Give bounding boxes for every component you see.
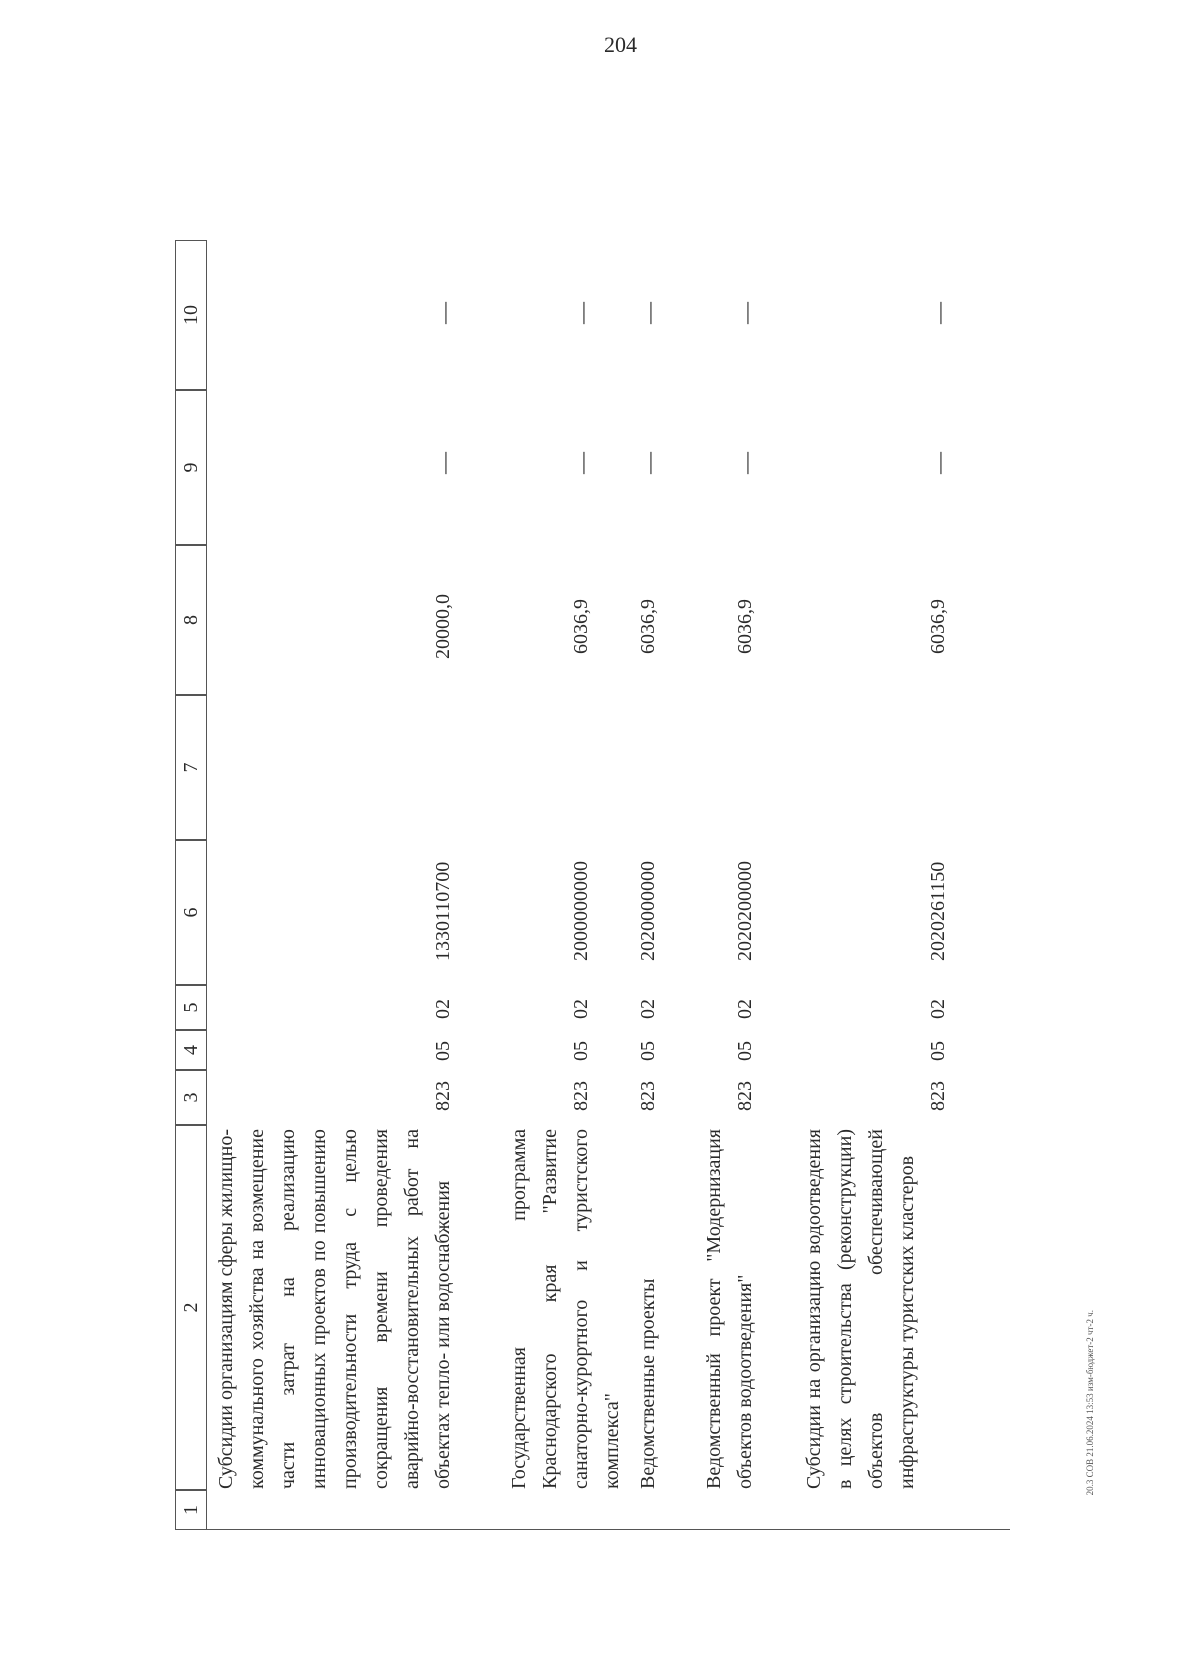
cell-c6: 1330110700 [432, 861, 454, 961]
cell-c6: 2020261150 [927, 861, 949, 961]
cell-c6: 2000000000 [570, 861, 592, 961]
table-body [207, 89, 1010, 1530]
row-name: Субсидии на организацию водоотведения в целях строительства (реконструкции) объектов обеспечивающей инфраструктуры туристских кластеров [803, 1129, 918, 1489]
cell-c9: — [733, 452, 758, 474]
cell-c5: 02 [570, 999, 592, 1019]
row-name: Государственная программа Краснодарского края "Развитие санаторно-курортного и туристского комплекса" [508, 1129, 623, 1489]
header-col-5: 5 [175, 985, 207, 1030]
header-col-10: 10 [175, 240, 207, 390]
cell-c3: 823 [734, 1081, 756, 1111]
page-number: 204 [604, 32, 637, 57]
cell-c8: 6036,9 [927, 599, 949, 654]
cell-c3: 823 [570, 1081, 592, 1111]
cell-c3: 823 [927, 1081, 949, 1111]
cell-c4: 05 [734, 1041, 756, 1061]
header-col-2: 2 [175, 1125, 207, 1490]
cell-c6: 2020000000 [637, 861, 659, 961]
cell-c4: 05 [570, 1041, 592, 1061]
cell-c6: 2020200000 [734, 861, 756, 961]
cell-c10: — [926, 302, 951, 324]
cell-c8: 6036,9 [734, 599, 756, 654]
header-col-9: 9 [175, 390, 207, 545]
cell-c5: 02 [637, 999, 659, 1019]
cell-c10: — [636, 302, 661, 324]
cell-c8: 6036,9 [570, 599, 592, 654]
row-name: Ведомственный проект "Модернизация объектов водоотведения" [703, 1129, 756, 1489]
table-header [175, 90, 207, 1530]
cell-c9: — [926, 452, 951, 474]
cell-c10: — [569, 302, 594, 324]
header-col-3: 3 [175, 1070, 207, 1125]
cell-c5: 02 [734, 999, 756, 1019]
header-col-1: 1 [175, 1490, 207, 1530]
row-name: Ведомственные проекты [637, 1278, 659, 1489]
cell-c4: 05 [637, 1041, 659, 1061]
header-col-7: 7 [175, 695, 207, 840]
cell-c5: 02 [432, 999, 454, 1019]
cell-c8: 6036,9 [637, 599, 659, 654]
cell-c5: 02 [927, 999, 949, 1019]
cell-c3: 823 [432, 1081, 454, 1111]
header-col-6: 6 [175, 840, 207, 985]
cell-c10: — [431, 302, 456, 324]
cell-c9: — [636, 452, 661, 474]
cell-c4: 05 [432, 1041, 454, 1061]
budget-table [175, 90, 1010, 1530]
header-col-8: 8 [175, 545, 207, 695]
cell-c9: — [431, 452, 456, 474]
header-col-4: 4 [175, 1030, 207, 1070]
footer-note: 20.3 СОВ 21.06.2024 13:53 изм-бюджет-2 чт-2 ч. [1085, 1310, 1095, 1496]
cell-c9: — [569, 452, 594, 474]
cell-c3: 823 [637, 1081, 659, 1111]
cell-c8: 20000,0 [432, 594, 454, 659]
row-name: Субсидии организациям сферы жилищно-коммунального хозяйства на возмещение части затрат на реализацию инновационных проектов по повышению производительности труда с целью сокращения времени проведения аварийно-восстановительных работ на объектах тепло- или водоснабжения [215, 1129, 454, 1489]
cell-c4: 05 [927, 1041, 949, 1061]
cell-c10: — [733, 302, 758, 324]
